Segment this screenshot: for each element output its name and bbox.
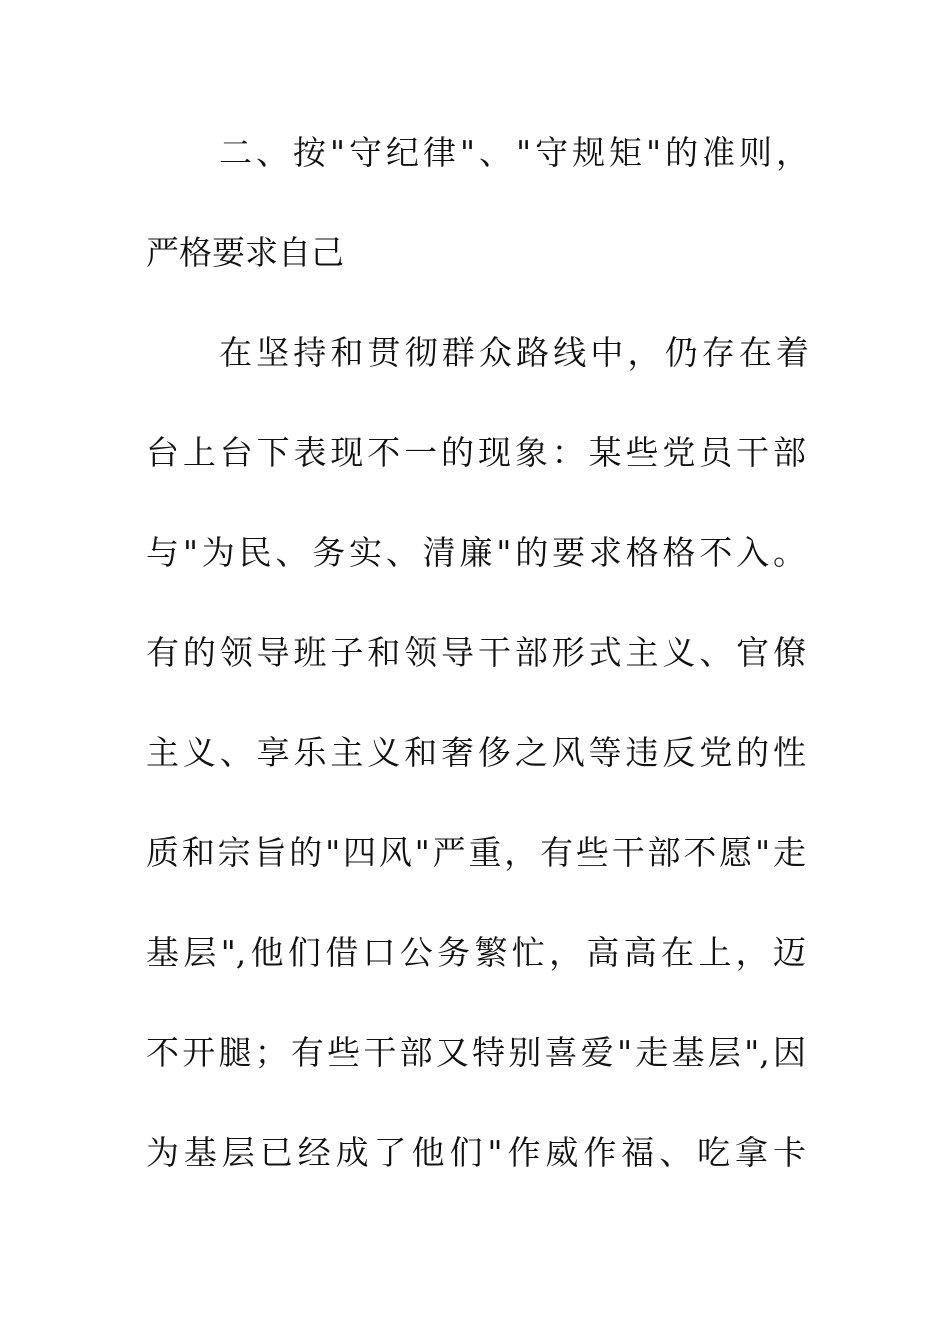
paragraph-line-4: 有的领导班子和领导干部形式主义、官僚 — [146, 633, 806, 672]
paragraph-line-7: 基层",他们借口公务繁忙，高高在上，迈 — [146, 933, 806, 972]
section-heading-line-2: 严格要求自己 — [146, 233, 344, 272]
paragraph-line-6: 质和宗旨的"四风"严重，有些干部不愿"走 — [146, 833, 806, 872]
paragraph-line-1: 在坚持和贯彻群众路线中，仍存在着 — [219, 333, 809, 372]
paragraph-line-9: 为基层已经成了他们"作威作福、吃拿卡 — [146, 1133, 806, 1172]
paragraph-line-5: 主义、享乐主义和奢侈之风等违反党的性 — [146, 733, 806, 772]
paragraph-line-2: 台上台下表现不一的现象：某些党员干部 — [146, 433, 806, 472]
paragraph-line-3: 与"为民、务实、清廉"的要求格格不入。 — [146, 533, 806, 572]
paragraph-line-8: 不开腿；有些干部又特别喜爱"走基层",因 — [146, 1033, 806, 1072]
section-heading-line-1: 二、按"守纪律"、"守规矩"的准则， — [219, 133, 809, 172]
